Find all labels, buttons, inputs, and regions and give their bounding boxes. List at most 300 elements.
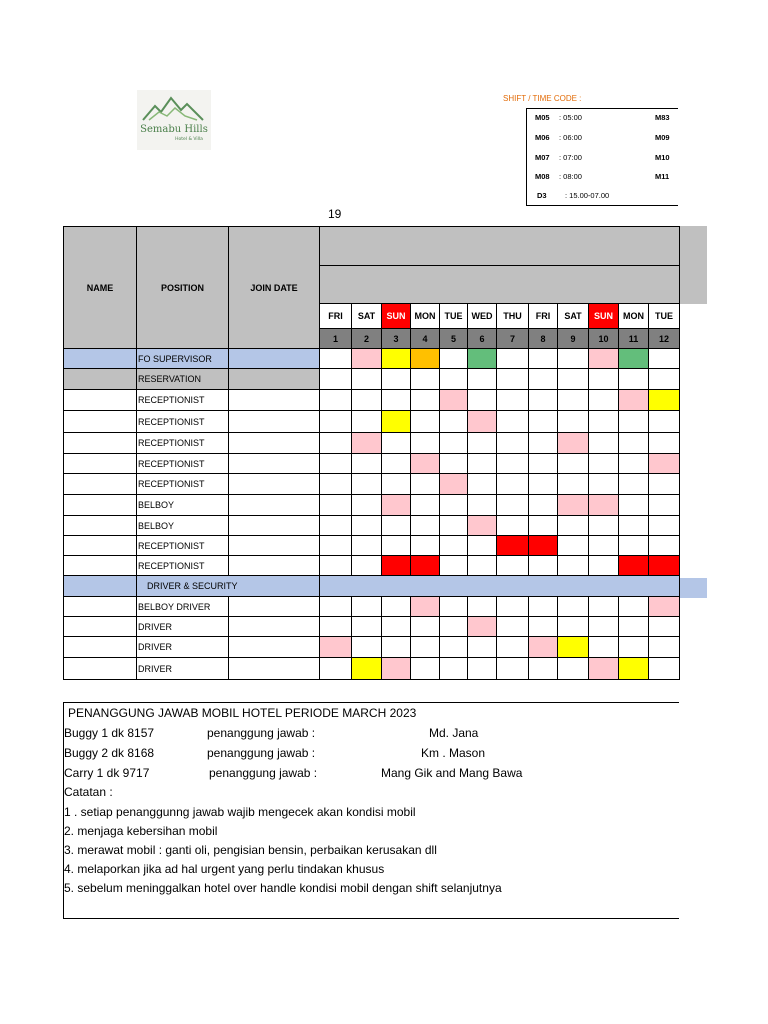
schedule-cell bbox=[440, 556, 468, 576]
schedule-cell bbox=[468, 349, 497, 369]
schedule-cell bbox=[382, 411, 411, 433]
schedule-cell bbox=[468, 495, 497, 516]
schedule-cell bbox=[558, 658, 589, 680]
schedule-cell bbox=[589, 495, 619, 516]
position-cell: BELBOY DRIVER bbox=[137, 597, 229, 617]
schedule-cell bbox=[649, 349, 680, 369]
schedule-cell bbox=[558, 474, 589, 495]
schedule-cell bbox=[468, 411, 497, 433]
schedule-cell bbox=[529, 637, 558, 658]
schedule-cell bbox=[320, 349, 352, 369]
join-date-cell bbox=[229, 658, 320, 680]
schedule-cell bbox=[352, 597, 382, 617]
schedule-cell bbox=[558, 597, 589, 617]
schedule-cell bbox=[619, 556, 649, 576]
schedule-cell bbox=[529, 411, 558, 433]
schedule-cell bbox=[497, 433, 529, 454]
join-date-cell bbox=[229, 536, 320, 556]
shift-code-box bbox=[526, 108, 678, 206]
join-date-cell bbox=[229, 556, 320, 576]
schedule-cell bbox=[411, 474, 440, 495]
day-header: WED bbox=[468, 304, 497, 329]
day-header: SAT bbox=[558, 304, 589, 329]
schedule-cell bbox=[619, 474, 649, 495]
schedule-cell bbox=[320, 516, 352, 536]
schedule-cell bbox=[352, 474, 382, 495]
section-band bbox=[320, 576, 680, 597]
name-header: NAME bbox=[64, 227, 137, 349]
name-cell bbox=[64, 454, 137, 474]
schedule-cell bbox=[411, 495, 440, 516]
date-header: 11 bbox=[619, 329, 649, 349]
schedule-cell bbox=[352, 454, 382, 474]
schedule-cell bbox=[497, 474, 529, 495]
schedule-cell bbox=[440, 349, 468, 369]
schedule-cell bbox=[382, 369, 411, 390]
schedule-cell bbox=[320, 433, 352, 454]
schedule-cell bbox=[649, 617, 680, 637]
schedule-cell bbox=[649, 556, 680, 576]
schedule-cell bbox=[619, 390, 649, 411]
position-cell: RECEPTIONIST bbox=[137, 411, 229, 433]
schedule-cell bbox=[440, 454, 468, 474]
schedule-cell bbox=[619, 658, 649, 680]
name-cell bbox=[64, 474, 137, 495]
note-item: 5. sebelum meninggalkan hotel over handle kondisi mobil dengan shift selanjutnya bbox=[64, 881, 502, 895]
join-date-cell bbox=[229, 495, 320, 516]
position-cell: RECEPTIONIST bbox=[137, 454, 229, 474]
schedule-cell bbox=[440, 495, 468, 516]
vehicle-label: penanggung jawab : bbox=[207, 726, 316, 740]
table-row bbox=[64, 658, 680, 680]
schedule-cell bbox=[529, 556, 558, 576]
schedule-cell bbox=[558, 637, 589, 658]
note-item: 3. merawat mobil : ganti oli, pengisian bensin, perbaikan kerusakan dll bbox=[64, 843, 437, 857]
notes-title: PENANGGUNG JAWAB MOBIL HOTEL PERIODE MARCH 2023 bbox=[68, 706, 417, 720]
name-cell bbox=[64, 516, 137, 536]
schedule-cell bbox=[382, 495, 411, 516]
schedule-cell bbox=[558, 369, 589, 390]
schedule-cell bbox=[649, 637, 680, 658]
logo-name: Semabu Hills bbox=[140, 124, 208, 135]
vehicle-responsibility-notes bbox=[63, 702, 679, 919]
schedule-cell bbox=[619, 597, 649, 617]
table-row bbox=[64, 516, 680, 536]
schedule-cell bbox=[382, 597, 411, 617]
schedule-cell bbox=[558, 536, 589, 556]
day-header: FRI bbox=[320, 304, 352, 329]
shift-code-title: SHIFT / TIME CODE : bbox=[503, 94, 582, 103]
schedule-cell bbox=[411, 433, 440, 454]
position-header: POSITION bbox=[137, 227, 229, 349]
shift-code: M07 bbox=[535, 153, 550, 162]
vehicle-label: penanggung jawab : bbox=[209, 766, 318, 780]
schedule-cell bbox=[382, 349, 411, 369]
schedule-cell bbox=[411, 349, 440, 369]
schedule-cell bbox=[619, 349, 649, 369]
note-item: 4. melaporkan jika ad hal urgent yang perlu tindakan khusus bbox=[64, 862, 385, 876]
schedule-cell bbox=[468, 617, 497, 637]
schedule-cell bbox=[320, 556, 352, 576]
schedule-cell bbox=[382, 637, 411, 658]
position-cell: DRIVER bbox=[137, 617, 229, 637]
position-cell: RECEPTIONIST bbox=[137, 433, 229, 454]
month-header-band bbox=[320, 227, 680, 266]
table-row bbox=[64, 369, 680, 390]
schedule-cell bbox=[440, 433, 468, 454]
join-date-cell bbox=[229, 433, 320, 454]
name-cell bbox=[64, 617, 137, 637]
schedule-cell bbox=[497, 556, 529, 576]
schedule-cell bbox=[352, 369, 382, 390]
table-row bbox=[64, 411, 680, 433]
year-fragment: 19 bbox=[328, 207, 342, 221]
date-header: 12 bbox=[649, 329, 680, 349]
schedule-cell bbox=[440, 637, 468, 658]
position-cell: RESERVATION bbox=[137, 369, 229, 390]
position-cell: BELBOY bbox=[137, 516, 229, 536]
join-date-cell bbox=[229, 516, 320, 536]
section-label: DRIVER & SECURITY bbox=[137, 576, 320, 597]
schedule-cell bbox=[589, 556, 619, 576]
schedule-cell bbox=[497, 536, 529, 556]
schedule-cell bbox=[468, 369, 497, 390]
schedule-cell bbox=[440, 390, 468, 411]
schedule-cell bbox=[320, 495, 352, 516]
join-date-cell bbox=[229, 637, 320, 658]
hotel-logo bbox=[137, 90, 211, 150]
schedule-cell bbox=[529, 390, 558, 411]
schedule-cell bbox=[619, 516, 649, 536]
name-cell bbox=[64, 597, 137, 617]
shift-code: M08 bbox=[535, 172, 550, 181]
schedule-cell bbox=[382, 556, 411, 576]
schedule-cell bbox=[411, 411, 440, 433]
schedule-cell bbox=[497, 454, 529, 474]
schedule-cell bbox=[529, 474, 558, 495]
note-item: 1 . setiap penanggunng jawab wajib mengecek akan kondisi mobil bbox=[64, 805, 416, 819]
schedule-cell bbox=[352, 637, 382, 658]
join-date-cell bbox=[229, 617, 320, 637]
schedule-cell bbox=[649, 597, 680, 617]
schedule-cell bbox=[558, 516, 589, 536]
schedule-cell bbox=[558, 556, 589, 576]
schedule-cell bbox=[440, 597, 468, 617]
date-header: 4 bbox=[411, 329, 440, 349]
schedule-cell bbox=[411, 637, 440, 658]
schedule-cell bbox=[382, 536, 411, 556]
schedule-cell bbox=[497, 369, 529, 390]
schedule-cell bbox=[558, 411, 589, 433]
schedule-cell bbox=[468, 474, 497, 495]
schedule-cell bbox=[619, 617, 649, 637]
name-cell bbox=[64, 556, 137, 576]
table-row bbox=[64, 454, 680, 474]
shift-code: M06 bbox=[535, 133, 550, 142]
schedule-cell bbox=[411, 454, 440, 474]
schedule-cell bbox=[558, 454, 589, 474]
schedule-cell bbox=[619, 536, 649, 556]
schedule-cell bbox=[382, 390, 411, 411]
schedule-cell bbox=[589, 369, 619, 390]
day-header: SUN bbox=[589, 304, 619, 329]
schedule-cell bbox=[649, 454, 680, 474]
date-header: 9 bbox=[558, 329, 589, 349]
schedule-cell bbox=[382, 658, 411, 680]
schedule-cell bbox=[497, 516, 529, 536]
join-date-cell bbox=[229, 597, 320, 617]
position-cell: DRIVER bbox=[137, 637, 229, 658]
schedule-cell bbox=[529, 536, 558, 556]
name-cell bbox=[64, 411, 137, 433]
schedule-cell bbox=[497, 597, 529, 617]
schedule-cell bbox=[558, 495, 589, 516]
schedule-cell bbox=[382, 454, 411, 474]
position-cell: RECEPTIONIST bbox=[137, 536, 229, 556]
vehicle-name: Buggy 1 dk 8157 bbox=[64, 726, 155, 740]
schedule-cell bbox=[382, 617, 411, 637]
duty-schedule-table bbox=[63, 226, 680, 680]
schedule-cell bbox=[529, 495, 558, 516]
date-header: 3 bbox=[382, 329, 411, 349]
schedule-cell bbox=[468, 556, 497, 576]
schedule-cell bbox=[619, 495, 649, 516]
date-header: 5 bbox=[440, 329, 468, 349]
schedule-cell bbox=[589, 536, 619, 556]
week-header-band bbox=[320, 266, 680, 304]
vehicle-person: Md. Jana bbox=[429, 726, 479, 740]
schedule-cell bbox=[468, 597, 497, 617]
schedule-cell bbox=[589, 474, 619, 495]
position-cell: FO SUPERVISOR bbox=[137, 349, 229, 369]
name-cell bbox=[64, 637, 137, 658]
catatan-label: Catatan : bbox=[64, 785, 113, 799]
schedule-cell bbox=[497, 349, 529, 369]
schedule-cell bbox=[649, 516, 680, 536]
shift-time: : 06:00 bbox=[559, 133, 582, 142]
schedule-cell bbox=[649, 495, 680, 516]
vehicle-person: Mang Gik and Mang Bawa bbox=[381, 766, 523, 780]
schedule-cell bbox=[468, 454, 497, 474]
name-cell bbox=[64, 495, 137, 516]
schedule-cell bbox=[589, 433, 619, 454]
schedule-cell bbox=[589, 516, 619, 536]
vehicle-name: Carry 1 dk 9717 bbox=[64, 766, 150, 780]
schedule-cell bbox=[411, 369, 440, 390]
schedule-cell bbox=[320, 474, 352, 495]
table-row bbox=[64, 474, 680, 495]
schedule-cell bbox=[589, 390, 619, 411]
schedule-cell bbox=[320, 617, 352, 637]
schedule-cell bbox=[468, 536, 497, 556]
schedule-cell bbox=[529, 617, 558, 637]
schedule-cell bbox=[529, 454, 558, 474]
position-cell: RECEPTIONIST bbox=[137, 474, 229, 495]
day-header: SAT bbox=[352, 304, 382, 329]
shift-time: : 07:00 bbox=[559, 153, 582, 162]
schedule-cell bbox=[497, 495, 529, 516]
join-date-header: JOIN DATE bbox=[229, 227, 320, 349]
position-cell: RECEPTIONIST bbox=[137, 556, 229, 576]
schedule-cell bbox=[497, 658, 529, 680]
schedule-cell bbox=[411, 597, 440, 617]
note-item: 2. menjaga kebersihan mobil bbox=[64, 824, 218, 838]
schedule-cell bbox=[619, 433, 649, 454]
schedule-cell bbox=[468, 658, 497, 680]
schedule-cell bbox=[320, 536, 352, 556]
schedule-cell bbox=[589, 597, 619, 617]
schedule-cell bbox=[411, 617, 440, 637]
schedule-cell bbox=[529, 369, 558, 390]
vehicle-label: penanggung jawab : bbox=[207, 746, 316, 760]
schedule-cell bbox=[589, 617, 619, 637]
schedule-cell bbox=[589, 411, 619, 433]
shift-time: : 05:00 bbox=[559, 113, 582, 122]
name-cell bbox=[64, 349, 137, 369]
schedule-cell bbox=[352, 536, 382, 556]
name-cell bbox=[64, 369, 137, 390]
schedule-cell bbox=[320, 369, 352, 390]
schedule-cell bbox=[320, 411, 352, 433]
schedule-cell bbox=[352, 556, 382, 576]
schedule-cell bbox=[589, 349, 619, 369]
schedule-cell bbox=[619, 369, 649, 390]
join-date-cell bbox=[229, 369, 320, 390]
date-header: 6 bbox=[468, 329, 497, 349]
schedule-cell bbox=[529, 433, 558, 454]
schedule-cell bbox=[411, 556, 440, 576]
schedule-cell bbox=[649, 390, 680, 411]
table-row bbox=[64, 349, 680, 369]
schedule-cell bbox=[468, 637, 497, 658]
day-header: THU bbox=[497, 304, 529, 329]
section-spill bbox=[679, 578, 707, 598]
schedule-cell bbox=[649, 536, 680, 556]
schedule-cell bbox=[619, 411, 649, 433]
schedule-cell bbox=[440, 617, 468, 637]
table-row bbox=[64, 576, 680, 597]
day-header: TUE bbox=[440, 304, 468, 329]
schedule-cell bbox=[649, 411, 680, 433]
date-header: 7 bbox=[497, 329, 529, 349]
day-header: MON bbox=[619, 304, 649, 329]
date-header: 8 bbox=[529, 329, 558, 349]
shift-time: : 15.00-07.00 bbox=[565, 191, 610, 200]
table-row bbox=[64, 617, 680, 637]
vehicle-name: Buggy 2 dk 8168 bbox=[64, 746, 155, 760]
shift-code-2: M10 bbox=[655, 153, 670, 162]
table-row bbox=[64, 536, 680, 556]
schedule-cell bbox=[558, 390, 589, 411]
date-header: 1 bbox=[320, 329, 352, 349]
schedule-cell bbox=[352, 516, 382, 536]
logo-subtitle: Hotel & Villa bbox=[175, 137, 203, 142]
schedule-cell bbox=[468, 516, 497, 536]
day-header: MON bbox=[411, 304, 440, 329]
table-row bbox=[64, 433, 680, 454]
join-date-cell bbox=[229, 390, 320, 411]
table-row bbox=[64, 556, 680, 576]
schedule-cell bbox=[382, 433, 411, 454]
table-row bbox=[64, 495, 680, 516]
table-row bbox=[64, 597, 680, 617]
name-cell bbox=[64, 433, 137, 454]
schedule-cell bbox=[558, 349, 589, 369]
shift-code: D3 bbox=[537, 191, 547, 200]
date-header: 10 bbox=[589, 329, 619, 349]
day-header: TUE bbox=[649, 304, 680, 329]
mountain-logo-icon bbox=[137, 90, 211, 150]
schedule-cell bbox=[497, 411, 529, 433]
schedule-cell bbox=[320, 637, 352, 658]
schedule-cell bbox=[649, 433, 680, 454]
schedule-cell bbox=[320, 390, 352, 411]
schedule-cell bbox=[352, 617, 382, 637]
schedule-cell bbox=[382, 516, 411, 536]
day-header: SUN bbox=[382, 304, 411, 329]
schedule-cell bbox=[352, 433, 382, 454]
schedule-cell bbox=[497, 637, 529, 658]
day-header: FRI bbox=[529, 304, 558, 329]
schedule-cell bbox=[649, 369, 680, 390]
schedule-cell bbox=[352, 495, 382, 516]
schedule-cell bbox=[649, 658, 680, 680]
schedule-cell bbox=[558, 433, 589, 454]
shift-code-2: M11 bbox=[655, 172, 670, 181]
schedule-cell bbox=[529, 516, 558, 536]
name-cell bbox=[64, 390, 137, 411]
join-date-cell bbox=[229, 454, 320, 474]
schedule-cell bbox=[619, 637, 649, 658]
schedule-cell bbox=[352, 349, 382, 369]
name-cell bbox=[64, 536, 137, 556]
schedule-cell bbox=[411, 390, 440, 411]
schedule-cell bbox=[440, 411, 468, 433]
schedule-cell bbox=[589, 454, 619, 474]
position-cell: RECEPTIONIST bbox=[137, 390, 229, 411]
schedule-cell bbox=[529, 597, 558, 617]
position-cell: DRIVER bbox=[137, 658, 229, 680]
schedule-cell bbox=[440, 474, 468, 495]
schedule-cell bbox=[352, 411, 382, 433]
schedule-cell bbox=[529, 349, 558, 369]
schedule-cell bbox=[468, 433, 497, 454]
schedule-cell bbox=[468, 390, 497, 411]
schedule-cell bbox=[411, 536, 440, 556]
schedule-cell bbox=[440, 369, 468, 390]
schedule-cell bbox=[411, 516, 440, 536]
date-header: 2 bbox=[352, 329, 382, 349]
schedule-cell bbox=[619, 454, 649, 474]
schedule-cell bbox=[440, 658, 468, 680]
schedule-cell bbox=[497, 617, 529, 637]
schedule-cell bbox=[529, 658, 558, 680]
schedule-cell bbox=[440, 516, 468, 536]
name-cell bbox=[64, 658, 137, 680]
schedule-cell bbox=[352, 390, 382, 411]
schedule-cell bbox=[320, 658, 352, 680]
shift-code: M05 bbox=[535, 113, 550, 122]
shift-code-2: M83 bbox=[655, 113, 670, 122]
schedule-cell bbox=[589, 637, 619, 658]
schedule-cell bbox=[411, 658, 440, 680]
table-row bbox=[64, 390, 680, 411]
schedule-cell bbox=[440, 536, 468, 556]
schedule-cell bbox=[352, 658, 382, 680]
vehicle-person: Km . Mason bbox=[421, 746, 486, 760]
schedule-cell bbox=[320, 454, 352, 474]
table-row bbox=[64, 637, 680, 658]
